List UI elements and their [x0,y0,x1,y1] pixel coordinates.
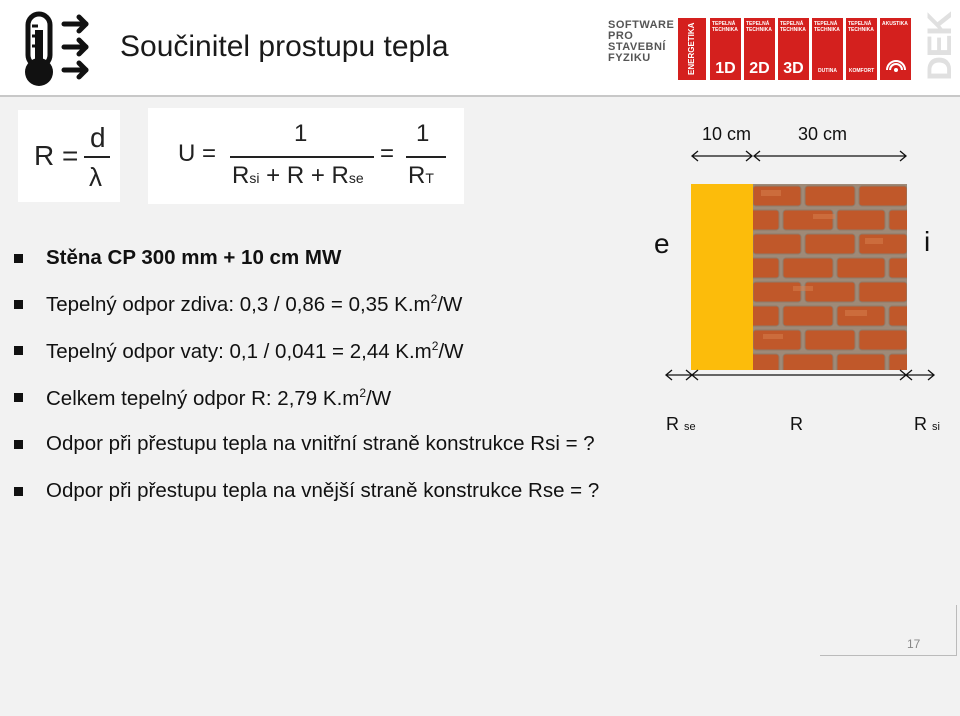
resistance-arrows [662,364,942,386]
bullet-wool-resistance: Tepelný odpor vaty: 0,1 / 0,041 = 2,44 $K.m^2/W$ [46,339,464,363]
brand-line: STAVEBNÍ [608,41,666,53]
dek-logo: DEK [917,8,957,94]
formula-u-lhs: U = [178,140,217,167]
bullet-rsi-question: Odpor při přestupu tepla na vnitřní straně konstrukce Rsi = ? [46,432,595,455]
interior-label: i [924,226,931,257]
formula-r-den: λ [89,162,102,192]
dimension-arrows [680,146,920,166]
page-number: 17 [907,637,921,651]
bullet-marker [14,487,23,496]
bullet-marker [14,440,23,449]
exterior-label: e [654,228,670,259]
bullet-masonry-resistance: Tepelný odpor zdiva: 0,3 / 0,86 = 0,35 $K.m^2/W$ [46,292,463,316]
brand-line: SOFTWARE [608,19,675,31]
dim-masonry-label: 30 cm [798,124,848,144]
brand-line: FYZIKU [608,52,651,64]
sound-icon [886,56,906,74]
bullet-marker [14,346,23,355]
thermometer-icon [16,10,96,90]
bullet-rse-question: Odpor při přestupu tepla na vnější straně konstrukce Rse = ? [46,479,600,502]
formula-u-den2: RT [408,162,434,189]
formula-u-den1: Rsi + R + Rse [232,162,364,189]
brick-wall-layer [753,184,907,370]
brand-tile-1d: TEPELNÁ TECHNIKA 1D [710,18,741,80]
formula-u-num1: 1 [294,120,308,147]
bullet-marker [14,393,23,402]
brand-tile-2d: TEPELNÁ TECHNIKA 2D [744,18,775,80]
brand-software-text [608,20,674,64]
brand-tile-akustika: AKUSTIKA [880,18,911,80]
r-label: R [790,414,803,434]
fraction-bar [230,156,374,158]
formula-r-lhs: R = [34,140,79,171]
brick-pattern [753,184,907,370]
bullet-marker [14,254,23,263]
formula-r [18,110,120,202]
formula-r-num: d [90,122,106,153]
formula-u [148,108,464,204]
brand-tile-energetika: ENERGETIKA [678,18,706,80]
bullet-marker [14,300,23,309]
rse-label: R se [666,414,696,434]
fraction-bar [406,156,446,158]
slide-title: Součinitel prostupu tepla [120,30,449,63]
dim-insulation-label: 10 cm [702,124,752,144]
bullet-wall: Stěna CP 300 mm + 10 cm MW [46,246,342,269]
brand-line: PRO [608,30,634,42]
bullet-total-resistance: Celkem tepelný odpor R: 2,79 $K.m^2/W$ [46,386,392,410]
rsi-label: R si [914,414,940,434]
formula-u-num2: 1 [416,120,430,147]
brand-tile-dutina: TEPELNÁ TECHNIKA DUTINA [812,18,843,80]
formula-u-eq2: = [380,140,395,167]
insulation-layer [691,184,753,370]
brand-tile-komfort: TEPELNÁ TECHNIKA KOMFORT [846,18,877,80]
slide-header [0,0,960,96]
page-number-frame [820,605,957,656]
brand-tile-3d: TEPELNÁ TECHNIKA 3D [778,18,809,80]
fraction-bar [84,156,110,158]
